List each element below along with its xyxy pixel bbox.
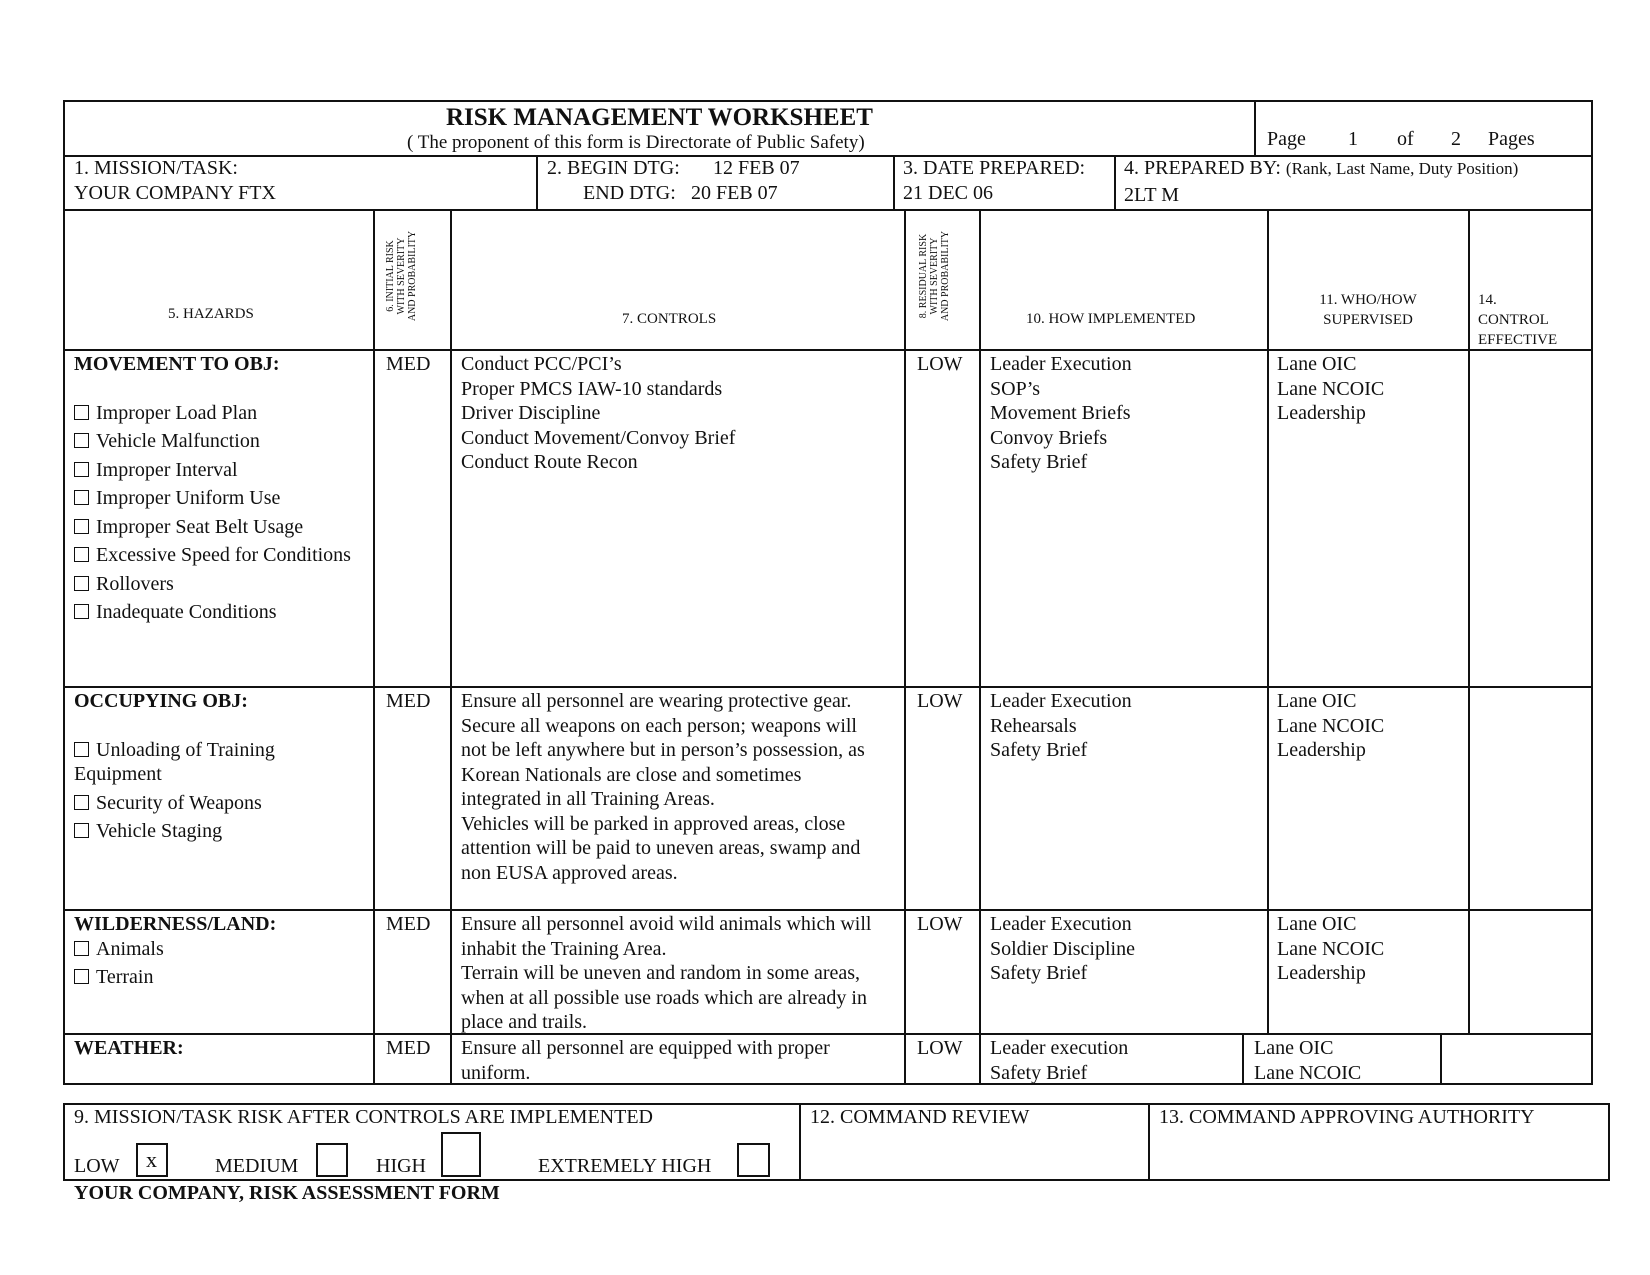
hazard-cell (74, 689, 370, 848)
table-border-right (1591, 100, 1593, 1085)
initial-risk-value: MED (386, 690, 431, 712)
checkbox-icon (74, 795, 89, 810)
begin-dtg-value: 12 FEB 07 (713, 157, 800, 179)
form-name: YOUR COMPANY, RISK ASSESSMENT FORM (74, 1182, 500, 1204)
controls-cell (461, 352, 735, 475)
how-line: Leader execution (990, 1037, 1129, 1059)
hazard-item: Vehicle Malfunction (74, 429, 370, 454)
mission-label: 1. MISSION/TASK: (74, 157, 238, 179)
control-line: non EUSA approved areas. (461, 861, 678, 884)
prepared-by-text: 4. PREPARED BY: (1124, 157, 1281, 179)
divider (1114, 155, 1116, 210)
worksheet-subtitle: ( The proponent of this form is Directorate of Public Safety) (407, 132, 865, 153)
checkbox-icon (74, 490, 89, 505)
mission-risk-label: 9. MISSION/TASK RISK AFTER CONTROLS ARE IMPLEMENTED (74, 1106, 654, 1128)
divider (1254, 100, 1256, 156)
control-line: Ensure all personnel avoid wild animals which will (461, 913, 872, 935)
control-line: Driver Discipline (461, 402, 601, 424)
checkbox-icon (74, 519, 89, 534)
checkbox-icon (74, 547, 89, 562)
checkbox-icon (74, 576, 89, 591)
divider (1440, 1033, 1442, 1084)
controls-cell (461, 912, 871, 1035)
header-line: SUPERVISED (1323, 312, 1413, 328)
page-label: Page (1267, 128, 1306, 150)
control-line: Proper PMCS IAW-10 standards (461, 377, 723, 400)
risk-high-checkbox[interactable] (441, 1132, 481, 1177)
divider (63, 909, 1593, 911)
hazard-item: Security of Weapons (74, 791, 370, 816)
divider (63, 349, 1593, 351)
header-line: WITH SEVERITY (396, 237, 407, 315)
approving-authority-label: 13. COMMAND APPROVING AUTHORITY (1159, 1106, 1535, 1128)
risk-medium-label: MEDIUM (215, 1155, 299, 1177)
control-line: integrated in all Training Areas. (461, 788, 715, 810)
who-cell (1277, 352, 1384, 426)
divider (1242, 1033, 1244, 1084)
checkbox-icon (74, 941, 89, 956)
hazard-item: Animals (74, 937, 370, 962)
residual-risk-value: LOW (917, 690, 963, 712)
residual-risk-value: LOW (917, 1037, 963, 1059)
footer-border-left (63, 1103, 65, 1181)
divider (799, 1103, 801, 1181)
hazard-item: Unloading of Training Equipment (74, 738, 275, 785)
hazard-item: Excessive Speed for Conditions (74, 543, 370, 568)
control-line: Secure all weapons on each person; weapons will (461, 714, 857, 737)
prepared-by-note: (Rank, Last Name, Duty Position) (1285, 159, 1519, 178)
hazard-item: Improper Uniform Use (74, 486, 370, 511)
who-cell (1254, 1036, 1361, 1085)
prepared-by-label (1124, 157, 1518, 180)
footer-border-bottom (63, 1179, 1610, 1181)
header-line: WITH SEVERITY (929, 237, 940, 315)
end-dtg-label: END DTG: (583, 182, 676, 204)
residual-risk-value: LOW (917, 913, 963, 935)
footer-border-top (63, 1103, 1610, 1105)
date-prepared-value: 21 DEC 06 (903, 182, 993, 204)
how-cell (990, 1036, 1128, 1085)
col-effective-header (1478, 290, 1557, 350)
header-line: EFFECTIVE (1478, 332, 1558, 348)
hazard-category: WILDERNESS/LAND: (74, 913, 277, 935)
hazard-category: OCCUPYING OBJ: (74, 690, 248, 712)
checkbox-icon (74, 405, 89, 420)
who-line: Leadership (1277, 739, 1366, 761)
risk-extreme-label: EXTREMELY HIGH (538, 1155, 712, 1177)
residual-risk-value: LOW (917, 353, 963, 375)
control-line: Conduct Movement/Convoy Brief (461, 426, 736, 449)
how-line: Leader Execution (990, 353, 1132, 375)
divider (893, 155, 895, 210)
how-cell (990, 689, 1132, 763)
control-line: uniform. (461, 1061, 531, 1084)
col-who-header (1267, 290, 1469, 330)
control-line: Ensure all personnel are wearing protective gear. (461, 690, 852, 712)
risk-high-label: HIGH (376, 1155, 426, 1177)
divider (1148, 1103, 1150, 1181)
how-line: Soldier Discipline (990, 937, 1135, 960)
divider (979, 209, 981, 1084)
header-line: 6. INITIAL RISK (385, 240, 396, 312)
initial-risk-value: MED (386, 913, 431, 935)
header-line: 14. (1478, 292, 1497, 308)
col-controls-header: 7. CONTROLS (622, 311, 717, 327)
header-line: CONTROL (1478, 312, 1549, 328)
begin-dtg-label: 2. BEGIN DTG: (547, 157, 680, 179)
control-line: inhabit the Training Area. (461, 937, 667, 960)
hazard-category: WEATHER: (74, 1037, 184, 1059)
control-line: Conduct Route Recon (461, 451, 638, 473)
who-line: Lane OIC (1254, 1037, 1334, 1059)
header-line: AND PROBABILITY (407, 230, 418, 322)
who-cell (1277, 689, 1384, 763)
checkbox-icon (74, 604, 89, 619)
who-cell (1277, 912, 1384, 986)
checkbox-icon (74, 462, 89, 477)
header-line: AND PROBABILITY (940, 230, 951, 322)
control-line: when at all possible use roads which are already in (461, 986, 867, 1009)
hazard-item: Vehicle Staging (74, 819, 370, 844)
divider (536, 155, 538, 210)
checkbox-icon (74, 433, 89, 448)
col-hazards-header: 5. HAZARDS (168, 306, 254, 322)
hazard-cell (74, 912, 370, 994)
control-line: Korean Nationals are close and sometimes (461, 763, 802, 786)
control-line: Terrain will be uneven and random in some areas, (461, 962, 861, 984)
worksheet-title: RISK MANAGEMENT WORKSHEET (446, 104, 873, 131)
divider (450, 209, 452, 1084)
hazard-item: Rollovers (74, 572, 370, 597)
control-line: Conduct PCC/PCI’s (461, 353, 622, 375)
control-line: not be left anywhere but in person’s possession, as (461, 739, 865, 761)
hazard-item: Improper Load Plan (74, 401, 370, 426)
who-line: Lane NCOIC (1254, 1061, 1362, 1084)
checkbox-icon (74, 823, 89, 838)
checkbox-icon (74, 742, 89, 757)
how-cell (990, 352, 1132, 475)
table-border-left (63, 100, 65, 1085)
how-line: Leader Execution (990, 913, 1132, 935)
risk-low-checkbox[interactable] (136, 1143, 168, 1177)
prepared-by-value: 2LT M (1124, 184, 1180, 206)
how-line: Safety Brief (990, 739, 1088, 761)
col-how-header: 10. HOW IMPLEMENTED (1026, 311, 1196, 327)
initial-risk-value: MED (386, 1037, 431, 1059)
hazard-item: Terrain (74, 965, 370, 990)
page-total: 2 (1451, 128, 1461, 150)
pages-label: Pages (1488, 128, 1535, 150)
hazard-item: Improper Seat Belt Usage (74, 515, 370, 540)
table-border-top (63, 100, 1593, 102)
page-number: 1 (1348, 128, 1358, 150)
how-line: Movement Briefs (990, 402, 1131, 424)
who-line: Leadership (1277, 402, 1366, 424)
end-dtg-value: 20 FEB 07 (691, 182, 778, 204)
risk-medium-checkbox[interactable] (316, 1143, 348, 1177)
hazard-item: Improper Interval (74, 458, 370, 483)
col-initial-risk-header (385, 216, 418, 336)
command-review-label: 12. COMMAND REVIEW (810, 1106, 1030, 1128)
how-line: Safety Brief (990, 451, 1088, 473)
how-line: Rehearsals (990, 714, 1077, 737)
hazard-cell (74, 352, 370, 629)
date-prepared-label: 3. DATE PREPARED: (903, 157, 1086, 179)
risk-extreme-checkbox[interactable] (737, 1143, 770, 1177)
who-line: Lane NCOIC (1277, 377, 1385, 400)
who-line: Lane NCOIC (1277, 937, 1385, 960)
how-line: Safety Brief (990, 962, 1088, 984)
initial-risk-value: MED (386, 353, 431, 375)
who-line: Lane OIC (1277, 913, 1357, 935)
footer-border-right (1608, 1103, 1610, 1181)
who-line: Lane NCOIC (1277, 714, 1385, 737)
who-line: Leadership (1277, 962, 1366, 984)
control-line: attention will be paid to uneven areas, swamp and (461, 837, 861, 859)
of-label: of (1397, 128, 1414, 150)
header-line: 11. WHO/HOW (1319, 292, 1417, 308)
col-residual-risk-header (918, 216, 951, 336)
divider (904, 209, 906, 1084)
how-cell (990, 912, 1135, 986)
control-line: Vehicles will be parked in approved areas, close (461, 812, 846, 835)
risk-low-label: LOW (74, 1155, 120, 1177)
header-line: 8. RESIDUAL RISK (918, 233, 929, 319)
how-line: Safety Brief (990, 1061, 1088, 1084)
how-line: Convoy Briefs (990, 426, 1108, 449)
control-line: place and trails. (461, 1011, 588, 1033)
control-line: Ensure all personnel are equipped with proper (461, 1037, 830, 1059)
controls-cell (461, 689, 865, 885)
controls-cell (461, 1036, 830, 1085)
check-mark: x (146, 1147, 157, 1172)
divider (63, 686, 1593, 688)
how-line: SOP’s (990, 377, 1041, 400)
hazard-cell (74, 1036, 184, 1061)
divider (63, 209, 1593, 211)
hazard-category: MOVEMENT TO OBJ: (74, 353, 280, 375)
who-line: Lane OIC (1277, 353, 1357, 375)
how-line: Leader Execution (990, 690, 1132, 712)
hazard-item: Inadequate Conditions (74, 600, 370, 625)
mission-value: YOUR COMPANY FTX (74, 182, 276, 204)
who-line: Lane OIC (1277, 690, 1357, 712)
divider (373, 209, 375, 1084)
checkbox-icon (74, 969, 89, 984)
